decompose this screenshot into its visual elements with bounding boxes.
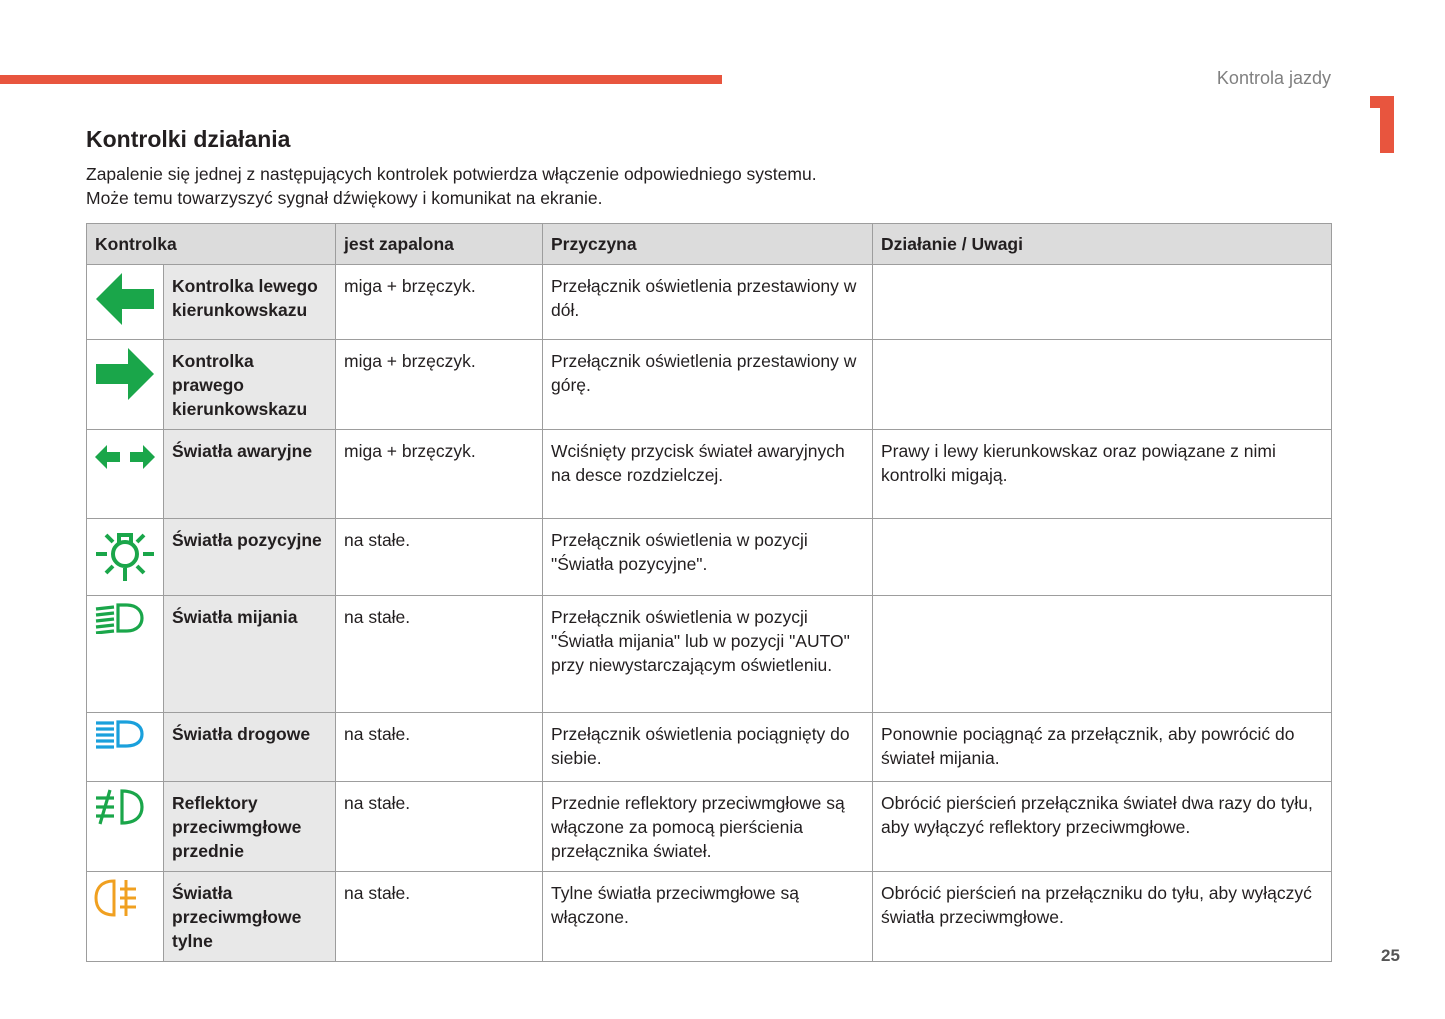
action-cell: Ponownie pociągnąć za przełącznik, aby powrócić do świateł mijania. (873, 713, 1332, 782)
position-lights-icon (94, 567, 156, 587)
warning-lights-table (86, 223, 1332, 962)
col-header: Przyczyna (543, 224, 873, 265)
action-cell (873, 596, 1332, 713)
warning-light-name: Światła drogowe (164, 713, 336, 782)
intro-text (86, 162, 817, 210)
state-cell: miga + brzęczyk. (336, 430, 543, 519)
page-title: Kontrolki działania (86, 126, 291, 152)
warning-light-name: Światła przeciwmgłowe tylne (164, 872, 336, 962)
icon-cell (87, 265, 164, 340)
col-header: jest zapalona (336, 224, 543, 265)
icon-cell (87, 713, 164, 782)
warning-light-name: Światła mijania (164, 596, 336, 713)
low-beam-icon (94, 618, 144, 638)
cause-cell: Przednie reflektory przeciwmgłowe są włączone za pomocą pierścienia przełącznika świateł. (543, 782, 873, 872)
icon-cell (87, 596, 164, 713)
cause-cell: Przełącznik oświetlenia przestawiony w górę. (543, 340, 873, 430)
cause-cell: Przełącznik oświetlenia w pozycji "Światła mijania" lub w pozycji "AUTO" przy niewystarczającym oświetleniu. (543, 596, 873, 713)
front-fog-icon (94, 810, 144, 830)
icon-cell (87, 430, 164, 519)
intro-line: Może temu towarzyszyć sygnał dźwiękowy i komunikat na ekranie. (86, 188, 603, 208)
action-cell: Prawy i lewy kierunkowskaz oraz powiązane z nimi kontrolki migają. (873, 430, 1332, 519)
action-cell (873, 265, 1332, 340)
cause-cell: Przełącznik oświetlenia w pozycji "Światła pozycyjne". (543, 519, 873, 596)
warning-light-name: Kontrolka lewego kierunkowskazu (164, 265, 336, 340)
icon-cell (87, 519, 164, 596)
table-row (87, 872, 1332, 962)
state-cell: na stałe. (336, 519, 543, 596)
state-cell: na stałe. (336, 596, 543, 713)
cause-cell: Przełącznik oświetlenia pociągnięty do siebie. (543, 713, 873, 782)
page-number: 25 (1381, 946, 1400, 965)
section-title: Kontrola jazdy (1216, 68, 1331, 88)
intro-line: Zapalenie się jednej z następujących kontrolek potwierdza włączenie odpowiedniego systemu. (86, 164, 817, 184)
state-cell: miga + brzęczyk. (336, 265, 543, 340)
action-cell: Obrócić pierścień przełącznika świateł dwa razy do tyłu, aby wyłączyć reflektory przeciwmgłowe. (873, 782, 1332, 872)
chapter-number (1370, 96, 1394, 153)
right-arrow-icon (94, 386, 156, 406)
table-row (87, 596, 1332, 713)
warning-light-name: Kontrolka prawego kierunkowskazu (164, 340, 336, 430)
table-row (87, 713, 1332, 782)
action-cell: Obrócić pierścień na przełączniku do tyłu, aby wyłączyć światła przeciwmgłowe. (873, 872, 1332, 962)
high-beam-icon (94, 733, 144, 753)
table-row (87, 265, 1332, 340)
cause-cell: Tylne światła przeciwmgłowe są włączone. (543, 872, 873, 962)
header-accent-bar (0, 75, 722, 84)
cause-cell: Przełącznik oświetlenia przestawiony w dół. (543, 265, 873, 340)
table-row (87, 340, 1332, 430)
table-header-row (87, 224, 1332, 265)
state-cell: miga + brzęczyk. (336, 340, 543, 430)
hazard-arrows-icon (94, 456, 156, 476)
state-cell: na stałe. (336, 782, 543, 872)
warning-light-name: Światła pozycyjne (164, 519, 336, 596)
table-row (87, 519, 1332, 596)
table-row (87, 782, 1332, 872)
col-header: Działanie / Uwagi (873, 224, 1332, 265)
state-cell: na stałe. (336, 872, 543, 962)
action-cell (873, 519, 1332, 596)
table-row (87, 430, 1332, 519)
left-arrow-icon (94, 311, 156, 331)
warning-light-name: Reflektory przeciwmgłowe przednie (164, 782, 336, 872)
icon-cell (87, 340, 164, 430)
icon-cell (87, 782, 164, 872)
action-cell (873, 340, 1332, 430)
rear-fog-icon (94, 902, 140, 922)
warning-light-name: Światła awaryjne (164, 430, 336, 519)
state-cell: na stałe. (336, 713, 543, 782)
cause-cell: Wciśnięty przycisk świateł awaryjnych na desce rozdzielczej. (543, 430, 873, 519)
icon-cell (87, 872, 164, 962)
col-header: Kontrolka (87, 224, 336, 265)
